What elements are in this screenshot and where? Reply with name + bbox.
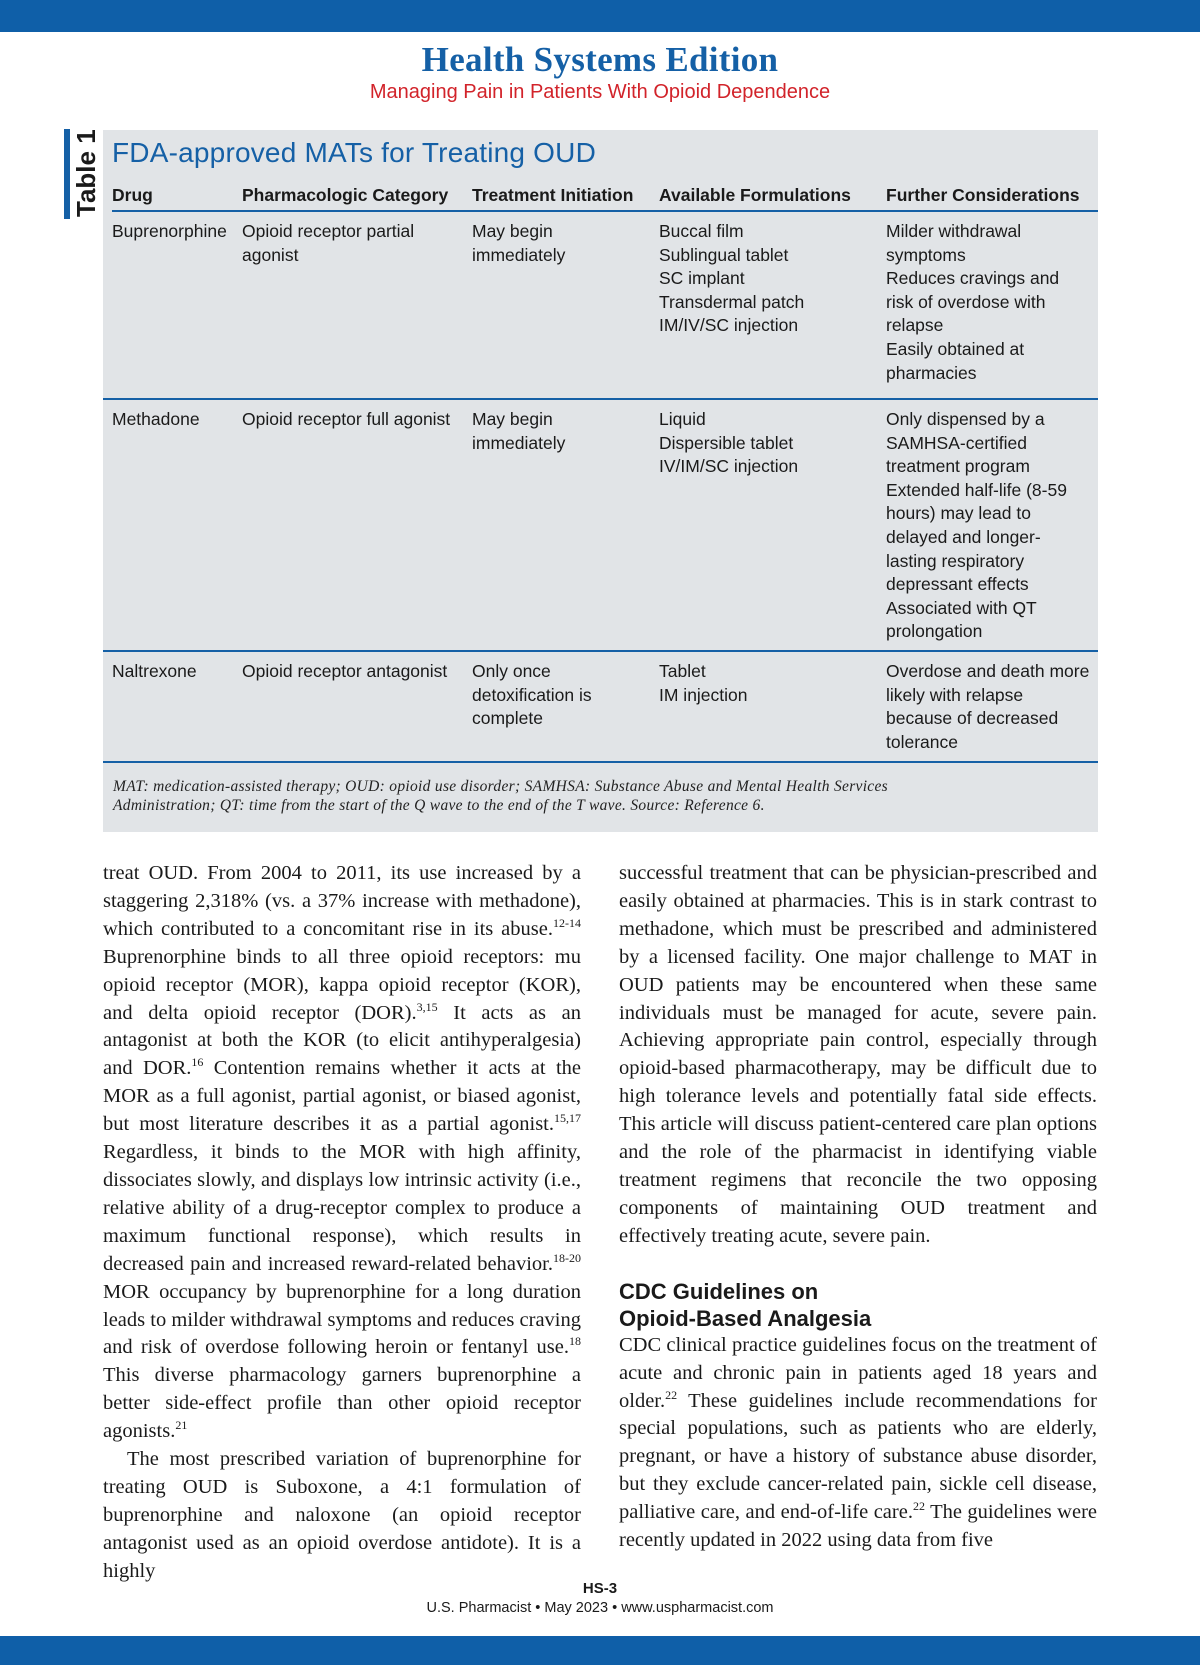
article-subtitle: Managing Pain in Patients With Opioid Dependence xyxy=(369,81,831,103)
cell-line: Tablet xyxy=(659,661,706,681)
cell-line: agonist xyxy=(242,244,299,265)
page-number: HS-3 xyxy=(582,1580,618,1597)
cell-line: May begin xyxy=(472,221,553,241)
text-run: These guidelines include recommendations for special populations, such as patients who are elderly, pregnant, or have a history of substance abuse disorder, but they exclude cancer-related pain, sickle cell disease, palliative care, and end-of-life care. xyxy=(619,1389,1097,1524)
column-header-initiation: Treatment Initiation xyxy=(472,185,634,205)
table-cell-formulations xyxy=(659,220,879,338)
mat-table xyxy=(103,180,1098,763)
table-cell-drug xyxy=(112,408,237,432)
table-cell-considerations xyxy=(886,220,1091,385)
table-tag-label: Table 1 xyxy=(71,129,101,217)
publication-footer: U.S. Pharmacist • May 2023 • www.uspharmacist.com xyxy=(426,1600,774,1616)
cell-line: Naltrexone xyxy=(112,661,197,681)
cell-line: Only once xyxy=(472,661,551,681)
table-cell-considerations xyxy=(886,408,1091,644)
bottom-banner-bar xyxy=(0,1636,1200,1665)
cell-line: immediately xyxy=(472,432,566,453)
cell-line: pharmacies xyxy=(886,362,977,383)
text-run: Regardless, it binds to the MOR with high affinity, dissociates slowly, and displays low intrinsic activity (i.e., relative ability of a drug-receptor complex to produce a maximum functional response), which results in decreased pain and increased reward-related behavior. xyxy=(103,1141,581,1275)
cell-line: Opioid receptor full agonist xyxy=(242,409,451,429)
citation-superscript: 3,15 xyxy=(416,999,438,1014)
citation-superscript: 22 xyxy=(665,1387,678,1402)
cell-line: IV/IM/SC injection xyxy=(659,456,799,477)
table-title: FDA-approved MATs for Treating OUD xyxy=(112,137,596,168)
cell-line: Milder withdrawal xyxy=(886,221,1022,241)
cell-line: Extended half-life (8-59 xyxy=(886,479,1067,500)
cell-line: delayed and longer- xyxy=(886,526,1041,547)
table-row xyxy=(103,400,1098,652)
cell-line: SC implant xyxy=(659,268,745,289)
table-cell-category xyxy=(242,660,467,684)
cell-line: Liquid xyxy=(659,409,706,429)
table-cell-category xyxy=(242,408,467,432)
cell-line: Reduces cravings and xyxy=(886,268,1060,289)
cell-line: symptoms xyxy=(886,244,966,265)
top-banner-bar xyxy=(0,0,1200,32)
cell-line: treatment program xyxy=(886,456,1030,477)
section-heading-line: Opioid-Based Analgesia xyxy=(619,1305,872,1331)
text-run: MOR occupancy by buprenorphine for a long duration leads to milder withdrawal symptoms and reduces craving and risk of overdose following heroin or fentanyl use. xyxy=(103,1280,581,1359)
cell-line: Associated with QT xyxy=(886,597,1037,618)
text-run: treat OUD. From 2004 to 2011, its use increased by a staggering 2,318% (vs. a 37% increase with methadone), which contributed to a concomitant rise in its abuse. xyxy=(103,862,581,940)
cell-line: because of decreased xyxy=(886,708,1059,729)
citation-superscript: 15,17 xyxy=(554,1111,581,1126)
cell-line: Opioid receptor partial xyxy=(242,221,415,241)
table-row xyxy=(103,652,1098,763)
cell-line: complete xyxy=(472,708,544,729)
column-header-drug: Drug xyxy=(112,185,153,205)
citation-superscript: 21 xyxy=(175,1418,188,1433)
cell-line: tolerance xyxy=(886,731,958,752)
cell-line: relapse xyxy=(886,315,944,336)
cell-line: Only dispensed by a xyxy=(886,409,1045,429)
text-run: Buprenorphine binds to all three opioid receptors: mu opioid receptor (MOR), kappa opioid receptor (KOR), and delta opioid receptor (DOR). xyxy=(103,945,581,1024)
cell-line: detoxification is xyxy=(472,684,592,705)
cell-line: prolongation xyxy=(886,621,983,642)
citation-superscript: 22 xyxy=(912,1499,925,1514)
citation-superscript: 12-14 xyxy=(553,915,581,930)
table-cell-drug xyxy=(112,220,237,244)
cell-line: May begin xyxy=(472,409,553,429)
table-body xyxy=(103,212,1098,763)
cell-line: Opioid receptor antagonist xyxy=(242,661,448,681)
table-cell-formulations xyxy=(659,660,879,707)
body-paragraph xyxy=(619,1332,1097,1555)
cell-line: depressant effects xyxy=(886,574,1029,595)
cell-line: risk of overdose with xyxy=(886,291,1046,312)
citation-superscript: 16 xyxy=(191,1055,204,1070)
cell-line: SAMHSA-certified xyxy=(886,432,1028,453)
section-heading xyxy=(619,1278,1097,1332)
table-panel xyxy=(103,130,1098,832)
cell-line: Methadone xyxy=(112,409,200,429)
cell-line: hours) may lead to xyxy=(886,503,1031,524)
cell-line: Buccal film xyxy=(659,221,744,241)
right-column xyxy=(619,860,1097,1555)
column-header-formulations: Available Formulations xyxy=(659,185,851,205)
text-run: It acts as an antagonist at both the KOR (to elicit antihyperalgesia) and DOR. xyxy=(103,1001,581,1080)
column-header-considerations: Further Considerations xyxy=(886,185,1080,205)
text-run: The guidelines were recently updated in 2022 using data from five xyxy=(619,1501,1097,1552)
text-run: CDC clinical practice guidelines focus on the treatment of acute and chronic pain in patients aged 18 years and older. xyxy=(619,1333,1097,1412)
cell-line: Transdermal patch xyxy=(659,291,805,312)
citation-superscript: 18 xyxy=(569,1334,581,1349)
cell-line: IM injection xyxy=(659,684,748,705)
cell-line: Overdose and death more xyxy=(886,661,1090,681)
body-paragraph: successful treatment that can be physician-prescribed and easily obtained at pharmacies. This is in stark contrast to methadone, which must be prescribed and administered by a licensed facility. One major challenge to MAT in OUD patients may be encountered when these same individuals must be managed for acute, severe pain. Achieving appropriate pain control, especially through opioid-based pharmacotherapy, may be difficult due to high tolerance levels and potentially fatal side effects. This article will discuss patient-centered care plan options and the role of the pharmacist in identifying viable treatment regimens that reconcile the two opposing components of maintaining OUD treatment and effectively treating acute, severe pain. xyxy=(619,862,1097,1247)
cell-line: Easily obtained at xyxy=(886,338,1025,359)
table-row xyxy=(103,212,1098,400)
body-paragraph xyxy=(103,860,581,1446)
table-footnote-line: MAT: medication-assisted therapy; OUD: opioid use disorder; SAMHSA: Substance Abuse and Mental Health Services xyxy=(113,778,889,795)
text-run: Contention remains whether it acts at the MOR as a full agonist, partial agonist, or biased agonist, but most literature describes it as a partial agonist. xyxy=(103,1057,581,1136)
table-cell-drug xyxy=(112,660,237,684)
table-footnote xyxy=(113,777,1088,815)
cell-line: Buprenorphine xyxy=(112,221,227,241)
table-footnote-line: Administration; QT: time from the start of the Q wave to the end of the T wave. Source: Reference 6. xyxy=(113,797,765,814)
table-cell-formulations xyxy=(659,408,879,479)
cell-line: IM/IV/SC injection xyxy=(659,315,799,336)
table-cell-initiation xyxy=(472,408,652,455)
table-header-row xyxy=(112,180,1098,212)
cell-line: Dispersible tablet xyxy=(659,432,794,453)
cell-line: immediately xyxy=(472,244,566,265)
table-cell-initiation xyxy=(472,660,652,731)
left-column xyxy=(103,860,581,1586)
section-heading-line: CDC Guidelines on xyxy=(619,1278,819,1304)
cell-line: likely with relapse xyxy=(886,684,1024,705)
table-tag xyxy=(64,129,100,219)
table-cell-considerations xyxy=(886,660,1091,754)
cell-line: Sublingual tablet xyxy=(659,244,789,265)
cell-line: lasting respiratory xyxy=(886,550,1025,571)
text-run: This diverse pharmacology garners buprenorphine a better side-effect profile than other opioid receptor agonists. xyxy=(103,1364,581,1443)
table-cell-initiation xyxy=(472,220,652,267)
edition-title: Health Systems Edition xyxy=(421,40,779,79)
table-cell-category xyxy=(242,220,467,267)
table-tag-bar xyxy=(64,129,70,219)
citation-superscript: 18-20 xyxy=(553,1250,581,1265)
body-paragraph: The most prescribed variation of buprenorphine for treating OUD is Suboxone, a 4:1 formulation of buprenorphine and naloxone (an opioid receptor antagonist used as an opioid overdose antidote). It is a highly xyxy=(103,1448,581,1582)
column-header-category: Pharmacologic Category xyxy=(242,185,449,205)
